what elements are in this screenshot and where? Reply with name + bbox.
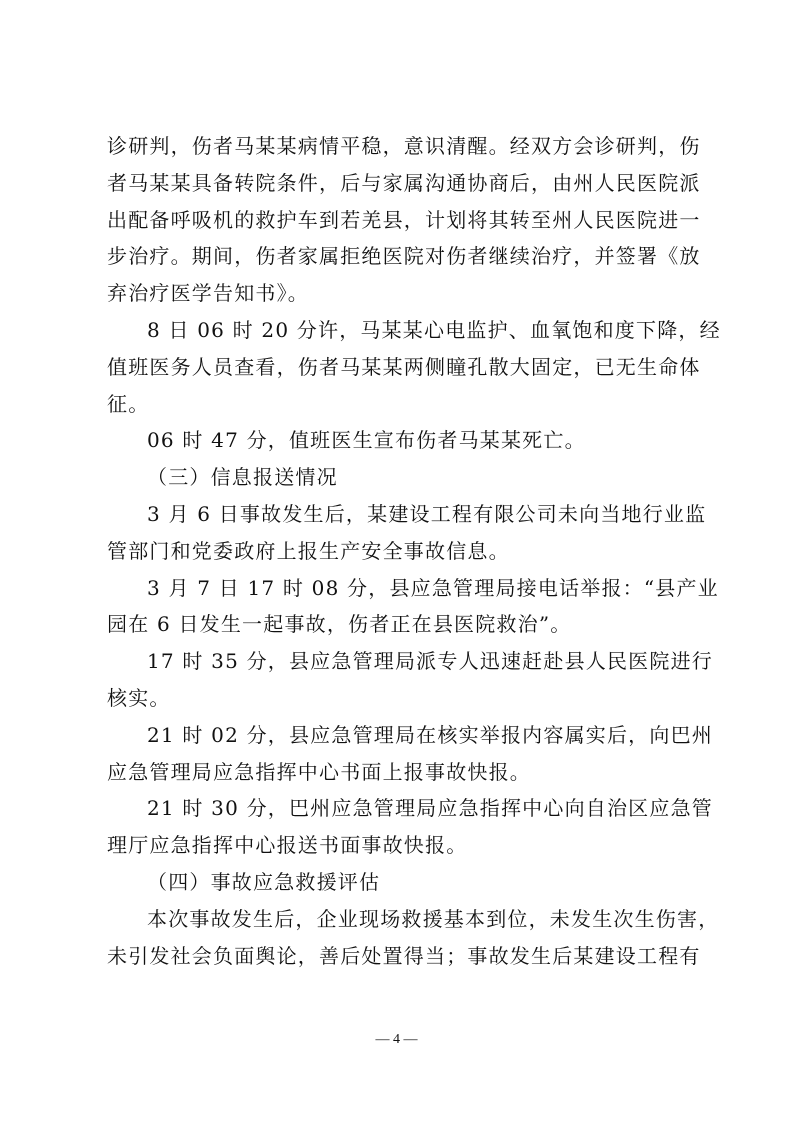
text-line: 园在 6 日发生一起事故，伤者正在县医院救治”。 — [107, 612, 572, 637]
text-line: 应急管理局应急指挥中心书面上报事故快报。 — [107, 759, 531, 784]
paragraph — [107, 901, 720, 975]
paragraph — [107, 422, 695, 459]
paragraph — [107, 790, 713, 864]
text-line: 诊研判，伤者马某某病情平稳，意识清醒。经双方会诊研判，伤 — [107, 134, 701, 158]
paragraph — [107, 312, 721, 422]
text-line: 步治疗。期间，伤者家属拒绝医院对伤者继续治疗，并签署《放 — [107, 244, 701, 269]
text-line: 出配备呼吸机的救护车到若羌县，计划将其转至州人民医院进一 — [107, 207, 701, 232]
text-line: 管部门和党委政府上报生产安全事故信息。 — [107, 538, 510, 563]
text-line: 21 时 30 分，巴州应急管理局应急指挥中心向自治区应急管 — [147, 796, 713, 821]
page-number: — 4 — — [375, 1032, 418, 1047]
text-line: 3 月 7 日 17 时 08 分，县应急管理局接电话举报：“县产业 — [147, 575, 719, 600]
paragraph — [107, 570, 719, 644]
text-line: 弃治疗医学告知书》。 — [107, 281, 309, 306]
text-line: （四）事故应急救援评估 — [147, 869, 381, 894]
text-line: 8 日 06 时 20 分许，马某某心电监护、血氧饱和度下降，经 — [147, 317, 721, 342]
section-heading — [107, 459, 695, 496]
paragraph — [107, 496, 707, 570]
text-line: 理厅应急指挥中心报送书面事故快报。 — [107, 833, 468, 858]
text-line: 征。 — [107, 391, 150, 416]
paragraph — [107, 643, 713, 717]
text-line: 06 时 47 分，值班医生宣布伤者马某某死亡。 — [147, 428, 586, 453]
paragraph — [107, 717, 713, 791]
paragraph-continuation — [107, 128, 701, 312]
text-line: （三）信息报送情况 — [147, 465, 338, 490]
text-line: 值班医务人员查看，伤者马某某两侧瞳孔散大固定，已无生命体 — [107, 354, 701, 379]
text-line: 核实。 — [107, 685, 171, 710]
text-line: 3 月 6 日事故发生后，某建设工程有限公司未向当地行业监 — [147, 501, 707, 526]
document-body — [107, 128, 721, 974]
section-heading — [107, 864, 695, 901]
text-line: 21 时 02 分，县应急管理局在核实举报内容属实后，向巴州 — [147, 722, 713, 747]
text-line: 本次事故发生后，企业现场救援基本到位，未发生次生伤害， — [147, 906, 720, 931]
text-line: 17 时 35 分，县应急管理局派专人迅速赶赴县人民医院进行 — [147, 649, 713, 674]
text-line: 未引发社会负面舆论，善后处置得当；事故发生后某建设工程有 — [107, 943, 701, 968]
text-line: 者马某某具备转院条件，后与家属沟通协商后，由州人民医院派 — [107, 170, 701, 195]
